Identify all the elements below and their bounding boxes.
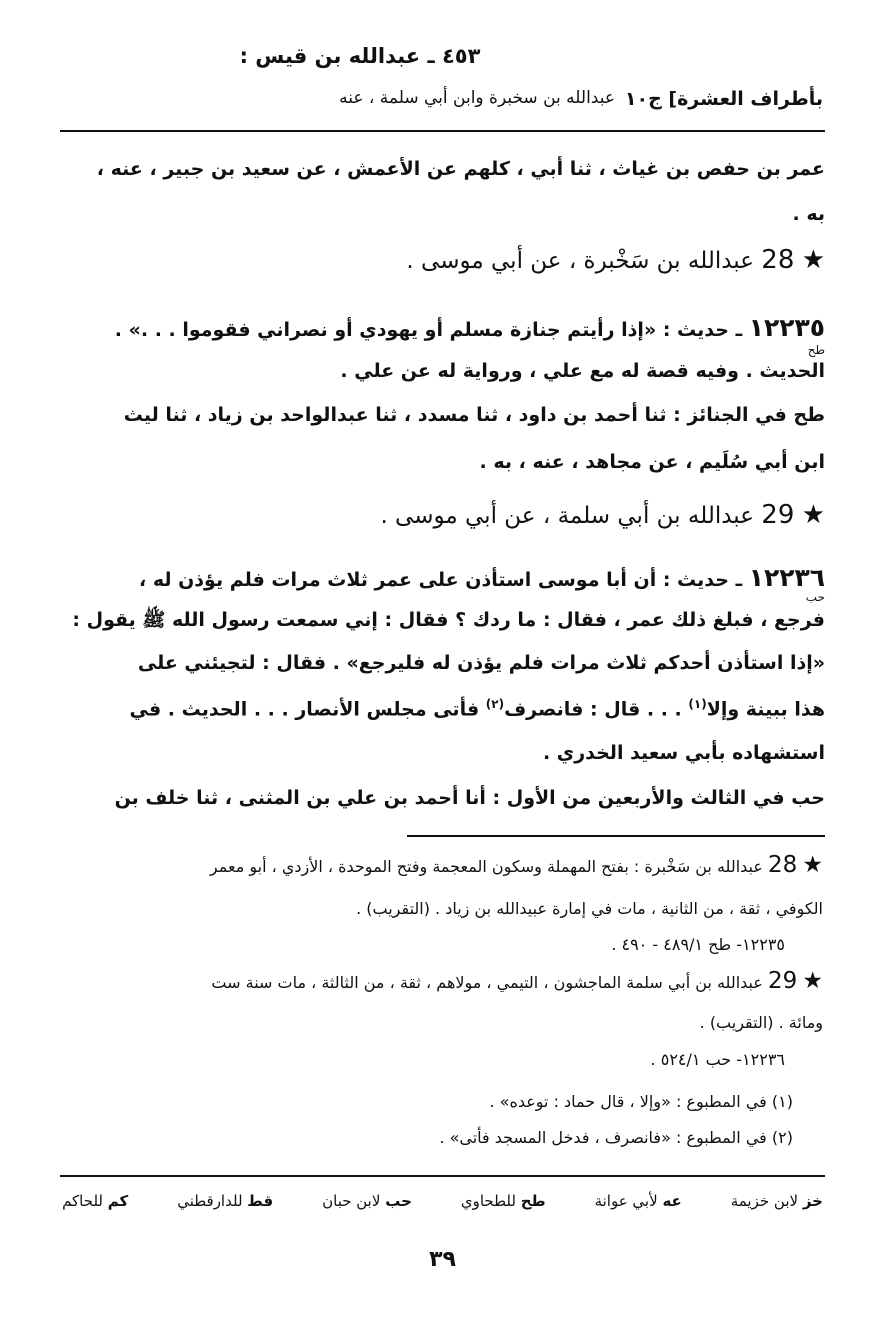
footnote-ref-1: (١)	[688, 697, 707, 711]
text-line: عمر بن حفص بن غياث ، ثنا أبي ، كلهم عن الأعمش ، عن سعيد بن جبير ، عنه ،	[96, 158, 825, 180]
hadith-text: ـ حديث : أن أبا موسى استأذن على عمر ثلاث مرات فلم يؤذن له ،	[138, 569, 743, 591]
footnote-1: (١) في المطبوع : «وإلا ، قال حماد : توعده» .	[489, 1092, 793, 1111]
text-line: حب في الثالث والأربعين من الأول : أنا أحمد بن علي بن المثنى ، ثنا خلف بن	[114, 787, 825, 809]
text-line: استشهاده بأبي سعيد الخدري .	[542, 742, 825, 764]
star-icon: ★	[802, 852, 823, 878]
entry-29-heading	[60, 500, 825, 530]
footnote-line: ١٢٢٣٦- حب ٥٢٤/١ .	[650, 1050, 785, 1069]
entry-title: عبدالله بن أبي سلمة ، عن أبي موسى .	[380, 503, 754, 529]
text-line: به .	[792, 203, 825, 225]
abbreviation-key	[62, 1192, 823, 1210]
text-line: فرجع ، فبلغ ذلك عمر ، فقال : ما ردك ؟ فقال : إني سمعت رسول الله ﷺ يقول :	[72, 609, 825, 631]
star-icon: ★	[801, 245, 825, 275]
footnote-29	[60, 968, 823, 994]
abbr-item: قط للدارقطني	[177, 1192, 274, 1210]
abbr-item: طح للطحاوي	[460, 1192, 546, 1210]
source-mark: طح	[807, 343, 825, 357]
footnote-28	[60, 852, 823, 878]
footnote-number: 29	[768, 968, 798, 994]
text-line	[60, 697, 825, 720]
text-line: طح في الجنائز : ثنا أحمد بن داود ، ثنا مسدد ، ثنا عبدالواحد بن زياد ، ثنا ليث	[123, 404, 825, 426]
footnote-rule	[407, 835, 825, 837]
text-fragment: . . . قال : فانصرف	[504, 698, 682, 721]
hadith-text: ـ حديث : «إذا رأيتم جنازة مسلم أو يهودي أو نصراني فقوموا . . .» .	[114, 319, 743, 341]
entry-28-heading	[60, 245, 825, 275]
abbr-item: عه لأبي عوانة	[594, 1192, 682, 1210]
hadith-12235	[60, 313, 825, 342]
text-fragment: فأتى مجلس الأنصار . . . الحديث . في	[129, 698, 480, 721]
abbr-item: كم للحاكم	[62, 1192, 129, 1210]
source-mark: حب	[805, 590, 825, 604]
footnote-line: ١٢٢٣٥- طح ٤٨٩/١ - ٤٩٠ .	[611, 935, 785, 954]
hadith-number: ١٢٢٣٥	[748, 313, 825, 342]
abbr-item: خز لابن خزيمة	[730, 1192, 823, 1210]
entry-number: 28	[761, 245, 795, 275]
hadith-number: ١٢٢٣٦	[748, 563, 825, 592]
footnote-text: عبدالله بن أبي سلمة الماجشون ، التيمي ، مولاهم ، ثقة ، من الثالثة ، مات سنة ست	[211, 973, 763, 992]
text-fragment: هذا ببينة وإلا	[706, 698, 825, 721]
footnote-ref-2: (٢)	[485, 697, 505, 711]
page-number: ٣٩	[429, 1247, 456, 1272]
star-icon: ★	[801, 500, 825, 530]
footnote-number: 28	[768, 852, 798, 878]
footnote-line: ومائة . (التقريب) .	[699, 1013, 823, 1032]
section-title: ٤٥٣ ـ عبدالله بن قيس :	[239, 44, 481, 68]
footer-rule	[60, 1175, 825, 1177]
entry-title: عبدالله بن سَخْبرة ، عن أبي موسى .	[406, 248, 754, 274]
book-title: بأطراف العشرة] ج١٠	[624, 88, 823, 110]
abbr-item: حب لابن حبان	[322, 1192, 412, 1210]
footnote-line: الكوفي ، ثقة ، من الثانية ، مات في إمارة عبيدالله بن زياد . (التقريب) .	[356, 899, 823, 918]
star-icon: ★	[802, 968, 823, 994]
hadith-12236	[60, 563, 825, 592]
text-line: «إذا استأذن أحدكم ثلاث مرات فلم يؤذن له فليرجع» . فقال : لتجيئني على	[137, 652, 825, 674]
running-subtitle: عبدالله بن سخبرة وابن أبي سلمة ، عنه	[339, 88, 615, 108]
footnote-text: عبدالله بن سَخْبرة : بفتح المهملة وسكون المعجمة وفتح الموحدة ، الأزدي ، أبو معمر	[209, 857, 763, 876]
footnote-2: (٢) في المطبوع : «فانصرف ، فدخل المسجد فأتى» .	[439, 1128, 793, 1147]
text-line: الحديث . وفيه قصة له مع علي ، ورواية له عن علي .	[340, 360, 825, 382]
text-line: ابن أبي سُلَيم ، عن مجاهد ، عنه ، به .	[479, 451, 825, 473]
header-rule	[60, 130, 825, 132]
entry-number: 29	[761, 500, 795, 530]
